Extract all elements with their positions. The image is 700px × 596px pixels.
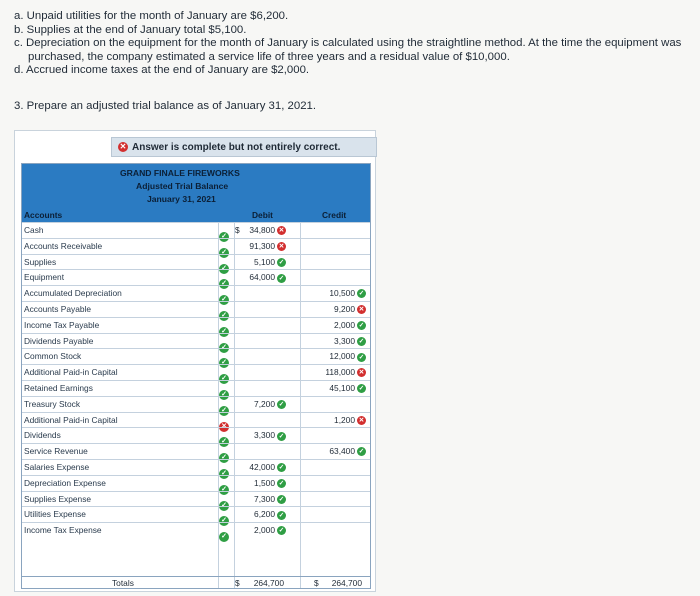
credit-value[interactable] — [322, 304, 366, 314]
x-circle-icon: ✕ — [119, 142, 127, 151]
question-prompt: 3. Prepare an adjusted trial balance as of January 31, 2021. — [14, 100, 317, 112]
sheet-date: January 31, 2021 — [147, 194, 216, 204]
table-row — [22, 443, 370, 460]
sheet-header — [22, 164, 370, 222]
check-icon: ✓ — [278, 511, 285, 519]
credit-amount: 1,200 — [334, 414, 355, 425]
account-name[interactable]: Dividends Payable — [24, 335, 94, 346]
debit-amount: 2,000 — [254, 525, 275, 536]
check-icon: ✓ — [219, 232, 229, 242]
debit-amount: 3,300 — [254, 430, 275, 441]
check-icon: ✓ — [358, 322, 365, 330]
debit-amount: 7,300 — [254, 493, 275, 504]
check-icon: ✓ — [219, 469, 229, 479]
table-row — [22, 238, 370, 255]
account-name[interactable]: Supplies Expense — [24, 493, 92, 504]
table-row — [22, 396, 370, 413]
debit-amount: 1,500 — [254, 477, 275, 488]
check-icon: ✓ — [219, 516, 229, 526]
debit-value[interactable] — [242, 241, 286, 251]
check-icon: ✓ — [219, 374, 229, 384]
check-icon: ✓ — [219, 295, 229, 305]
table-row — [22, 522, 370, 539]
debit-amount: 34,800 — [249, 225, 275, 235]
status-text: Answer is complete but not entirely correct. — [132, 141, 341, 153]
note-c-cont: purchased, the company estimated a service life of three years and a residual value of $10,000. — [28, 50, 510, 63]
check-icon: ✓ — [219, 264, 229, 274]
check-icon: ✓ — [219, 358, 229, 368]
credit-value[interactable] — [322, 288, 366, 298]
sheet-title: Adjusted Trial Balance — [136, 181, 229, 191]
check-icon: ✓ — [219, 406, 229, 416]
check-icon: ✓ — [219, 390, 229, 400]
check-icon: ✓ — [278, 258, 285, 266]
credit-amount: 118,000 — [325, 367, 355, 378]
account-name[interactable]: Income Tax Payable — [24, 319, 100, 330]
debit-value[interactable] — [242, 494, 286, 504]
debit-value[interactable] — [242, 430, 286, 440]
table-row — [22, 333, 370, 350]
debit-amount: 42,000 — [249, 462, 275, 472]
table-row — [22, 269, 370, 286]
row-status — [219, 525, 229, 543]
total-debit[interactable]: 264,700 — [253, 578, 284, 588]
problem-notes — [14, 10, 694, 78]
check-icon: ✓ — [219, 311, 229, 321]
table-row — [22, 285, 370, 302]
debit-value[interactable] — [242, 462, 286, 472]
check-icon: ✓ — [278, 274, 285, 282]
totals-label: Totals — [112, 578, 134, 588]
note-b: b. Supplies at the end of January total $5,100. — [14, 23, 247, 36]
table-row — [22, 475, 370, 492]
table-row — [22, 348, 370, 365]
credit-amount: 3,300 — [334, 335, 355, 346]
credit-amount: 63,400 — [329, 446, 355, 457]
col-accounts: Accounts — [24, 210, 63, 220]
check-icon: ✓ — [278, 401, 285, 409]
account-name[interactable]: Salaries Expense — [24, 462, 90, 472]
x-icon: ✕ — [358, 416, 365, 424]
table-row — [22, 412, 370, 429]
check-icon: ✓ — [219, 343, 229, 353]
debit-amount: 64,000 — [249, 272, 275, 283]
debit-value[interactable] — [242, 525, 286, 535]
credit-amount: 10,500 — [329, 288, 355, 299]
account-name[interactable]: Supplies — [24, 256, 57, 267]
account-name[interactable]: Service Revenue — [24, 446, 88, 457]
credit-amount: 9,200 — [334, 304, 355, 314]
debit-value[interactable] — [242, 478, 286, 488]
check-icon: ✓ — [219, 327, 229, 337]
table-row — [22, 222, 370, 239]
check-icon: ✓ — [219, 532, 229, 542]
credit-amount: 2,000 — [334, 319, 355, 330]
x-icon: ✕ — [278, 227, 285, 235]
answer-panel — [14, 130, 376, 592]
check-icon: ✓ — [358, 448, 365, 456]
col-debit: Debit — [252, 210, 273, 220]
check-icon: ✓ — [278, 432, 285, 440]
debit-amount: 7,200 — [254, 398, 275, 409]
col-credit: Credit — [322, 210, 347, 220]
account-name[interactable]: Treasury Stock — [24, 398, 81, 409]
account-name[interactable]: Retained Earnings — [24, 383, 93, 393]
check-icon: ✓ — [358, 385, 365, 393]
debit-amount: 91,300 — [249, 240, 275, 251]
check-icon: ✓ — [278, 464, 285, 472]
account-name[interactable]: Accounts Payable — [24, 304, 92, 314]
account-name[interactable]: Dividends — [24, 430, 61, 441]
debit-value[interactable] — [242, 399, 286, 409]
credit-value[interactable] — [322, 351, 366, 361]
check-icon: ✓ — [358, 353, 365, 361]
check-icon: ✓ — [278, 480, 285, 488]
account-name[interactable]: Utilities Expense — [24, 509, 86, 520]
check-icon: ✓ — [219, 501, 229, 511]
x-icon: ✕ — [278, 243, 285, 251]
debit-amount: 5,100 — [254, 256, 275, 267]
credit-value[interactable] — [322, 367, 366, 377]
table-row — [22, 301, 370, 318]
table-row — [22, 491, 370, 508]
note-a: a. Unpaid utilities for the month of January are $6,200. — [14, 10, 289, 22]
debit-value[interactable] — [242, 225, 286, 235]
account-name[interactable]: Income Tax Expense — [24, 525, 102, 536]
check-icon: ✓ — [219, 279, 229, 289]
account-name[interactable]: Additional Paid-in Capital — [24, 414, 118, 425]
check-icon: ✓ — [219, 248, 229, 258]
table-row — [22, 506, 370, 523]
debit-value[interactable] — [242, 509, 286, 519]
check-icon: ✓ — [219, 437, 229, 447]
trial-balance-sheet — [21, 163, 371, 589]
total-credit[interactable]: 264,700 — [331, 578, 362, 588]
debit-value[interactable] — [242, 272, 286, 282]
totals-dollar-credit: $ — [314, 578, 319, 588]
check-icon: ✓ — [219, 453, 229, 463]
table-row — [22, 254, 370, 271]
credit-amount: 45,100 — [329, 383, 355, 393]
debit-amount: 6,200 — [254, 509, 275, 520]
account-name[interactable]: Additional Paid-in Capital — [24, 367, 118, 378]
status-bar — [111, 137, 377, 157]
table-row — [22, 317, 370, 334]
check-icon: ✓ — [358, 290, 365, 298]
check-icon: ✓ — [358, 337, 365, 345]
credit-amount: 12,000 — [329, 351, 355, 362]
account-name[interactable]: Depreciation Expense — [24, 477, 106, 488]
check-icon: ✓ — [278, 495, 285, 503]
company-name: GRAND FINALE FIREWORKS — [120, 168, 240, 178]
check-icon: ✓ — [278, 527, 285, 535]
x-icon: ✕ — [219, 422, 229, 432]
credit-value[interactable] — [322, 446, 366, 456]
credit-value[interactable] — [322, 320, 366, 330]
account-name[interactable]: Accounts Receivable — [24, 240, 103, 251]
note-d: d. Accrued income taxes at the end of January are $2,000. — [14, 64, 310, 76]
account-name[interactable]: Cash — [24, 225, 44, 235]
credit-value[interactable] — [322, 415, 366, 425]
totals-dollar: $ — [235, 578, 240, 588]
account-name[interactable]: Equipment — [24, 272, 65, 283]
table-row — [22, 427, 370, 444]
credit-value[interactable] — [322, 383, 366, 393]
x-icon: ✕ — [358, 369, 365, 377]
x-icon: ✕ — [358, 306, 365, 314]
table-row — [22, 459, 370, 476]
credit-value[interactable] — [322, 336, 366, 346]
table-row — [22, 380, 370, 397]
dollar-sign: $ — [235, 225, 240, 235]
check-icon: ✓ — [219, 485, 229, 495]
note-c: c. Depreciation on the equipment for the month of January is calculated using the straightline method. At the time the equipment was — [14, 37, 682, 49]
totals-row — [22, 576, 370, 589]
account-name[interactable]: Common Stock — [24, 351, 82, 362]
table-row — [22, 364, 370, 381]
debit-value[interactable] — [242, 257, 286, 267]
account-name[interactable]: Accumulated Depreciation — [24, 288, 122, 299]
